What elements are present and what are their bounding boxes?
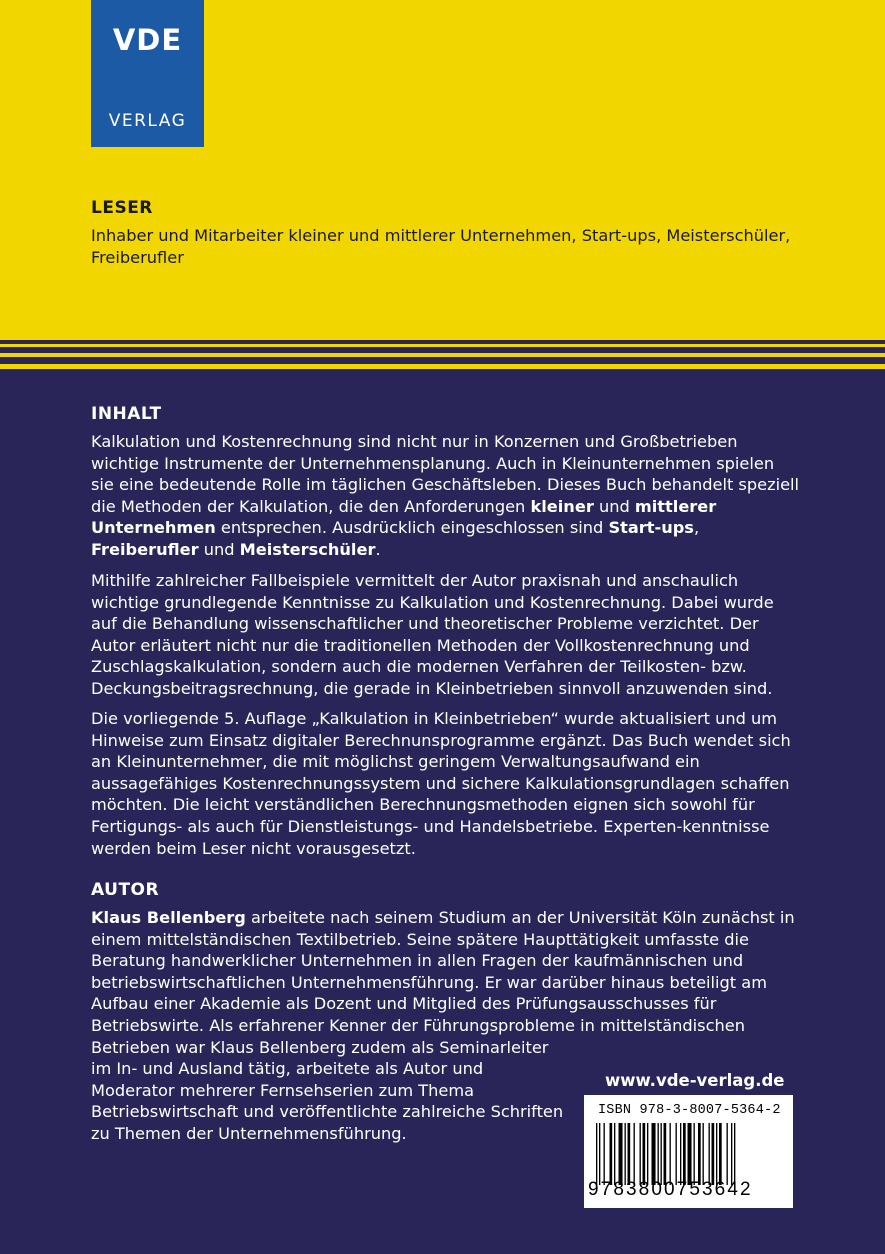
bold-run: Meisterschüler	[239, 539, 376, 559]
barcode-bar	[731, 1123, 732, 1185]
barcode-bar	[694, 1123, 695, 1185]
barcode-bar	[604, 1123, 605, 1185]
barcode-bar	[698, 1123, 701, 1185]
barcode-bar	[709, 1123, 710, 1185]
barcode-bar	[688, 1123, 692, 1185]
author-name: Klaus Bellenberg	[91, 908, 246, 927]
barcode-bar	[716, 1123, 717, 1185]
barcode-bar	[683, 1123, 686, 1185]
inhalt-paragraph-3: Die vorliegende 5. Auflage „Kalkulation in Kleinbetrieben“ wurde aktualisiert und um Hinweise zum Einsatz digitaler Berechnunsprogramme ergänzt. Das Buch wendet sich an Kleinunternehmer, die mit möglichst geringem Verwaltungsaufwand ein aussagefähiges Kostenrechnungssystem und sichere Kalkulationsgrundlagen schaffen möchten. Die leicht verständlichen Berechnungsmethoden eignen sich sowohl für Fertigungs- als auch für Dienstleistungs- und Handelsbetriebe. Experten-kenntnisse werden beim Leser nicht vorausgesetzt.	[91, 709, 791, 858]
leser-heading: LESER	[91, 198, 153, 218]
barcode-bar	[719, 1123, 722, 1185]
barcode-bar	[647, 1123, 648, 1185]
barcode-bar	[599, 1123, 600, 1185]
barcode-bar	[658, 1123, 659, 1185]
top-yellow-panel	[0, 0, 885, 340]
stripe-divider	[0, 340, 885, 380]
isbn-barcode	[584, 1095, 793, 1208]
barcode-bar	[596, 1123, 597, 1185]
bold-run: Freiberufler	[91, 539, 199, 559]
bold-run: Start-ups	[608, 518, 694, 538]
barcode-bar	[680, 1123, 681, 1185]
inhalt-heading: INHALT	[91, 404, 162, 424]
text-run: und	[198, 539, 240, 559]
barcode-bar	[640, 1123, 641, 1185]
barcode-bar	[734, 1123, 735, 1185]
publisher-website-link[interactable]: www.vde-verlag.de	[605, 1071, 785, 1090]
barcode-bar	[670, 1123, 671, 1185]
inhalt-paragraph-2: Mithilfe zahlreicher Fallbeispiele vermittelt der Autor praxisnah und anschaulich wichtige grundlegende Kenntnisse zu Kalkulation und Kostenrechnung. Dabei wurde auf die Behandlung wissenschaftlicher und theoretischer Probleme verzichtet. Der Autor erläutert nicht nur die traditionellen Methoden der Vollkostenrechnung und Zuschlagskalkulation, sondern auch die modernen Verfahren der Teilkosten- bzw. Deckungsbeitragsrechnung, die gerade in Kleinbetrieben sinnvoll anzuwenden sind.	[91, 571, 774, 698]
barcode-bar	[661, 1123, 662, 1185]
barcode-bar	[664, 1123, 667, 1185]
barcode-bar	[610, 1123, 613, 1185]
text-run: Kalkulation und Kostenrechnung sind nicht nur in Konzernen und Großbetrieben wichtige Instrumente der Unternehmensplanung. Auch in Kleinunternehmen spielen sie eine bedeutende Rolle im täglichen Geschäftsleben. Dieses Buch behandelt speziell die Methoden der Kalkulation, die den Anforderungen	[91, 432, 800, 516]
barcode-bar	[628, 1123, 631, 1185]
bold-run: mittlerer Unternehmen	[91, 496, 717, 538]
stripe-line	[0, 344, 885, 347]
text-run: ,	[693, 518, 700, 538]
leser-text: Inhaber und Mitarbeiter kleiner und mittlerer Unternehmen, Start-ups, Meisterschüler, Freiberufler	[91, 226, 791, 267]
barcode-bar	[634, 1123, 635, 1185]
barcode-bar	[652, 1123, 656, 1185]
text-run: arbeitete nach seinem Studium an der Universität Köln zunächst in einem mittelständischen Textilbetrieb. Seine spätere Haupttätigkeit umfasste die Beratung handwerklicher Unternehmen in allen Fragen der kaufmännischen und betriebswirtschaftlichen Unternehmensführung. Er war darüber hinaus beteiligt am Aufbau einer Akademie als Dozent und Mitglied des Prüfungsausschusses für Betriebswirte. Als erfahrener Kenner der Führungsprobleme in mittelständischen	[91, 908, 795, 1035]
inhalt-paragraph-1	[91, 431, 801, 561]
text-run: .	[375, 539, 381, 559]
bold-run: kleiner	[530, 496, 594, 516]
autor-paragraph-continued: Betrieben war Klaus Bellenberg zudem als Seminarleiter im In- und Ausland tätig, arbeitete als Autor und Moderator mehrerer Fernsehserien zum Thema Betriebswirtschaft und veröffentlichte zahlreiche Schriften zu Themen der Unternehmensführung.	[91, 1037, 564, 1143]
barcode-bar	[727, 1123, 728, 1185]
stripe-line	[0, 364, 885, 369]
logo-verlag-text: VERLAG	[108, 111, 187, 131]
barcode-bar	[703, 1123, 704, 1185]
text-run: und	[593, 496, 635, 516]
barcode-bar	[625, 1123, 626, 1185]
logo-vde-text: VDE	[112, 23, 183, 57]
barcode-digits: 9783800753642	[588, 1179, 753, 1200]
barcode-bars	[596, 1123, 781, 1185]
isbn-number: ISBN 978-3-8007-5364-2	[598, 1103, 781, 1118]
barcode-bar	[614, 1123, 615, 1185]
stripe-line	[0, 353, 885, 357]
autor-heading: AUTOR	[91, 880, 160, 900]
barcode-bar	[676, 1123, 677, 1185]
barcode-bar	[643, 1123, 646, 1185]
text-run: entsprechen. Ausdrücklich eingeschlossen sind	[215, 518, 609, 538]
vde-verlag-logo[interactable]	[91, 0, 204, 147]
barcode-bar	[712, 1123, 715, 1185]
barcode-bar	[619, 1123, 623, 1185]
